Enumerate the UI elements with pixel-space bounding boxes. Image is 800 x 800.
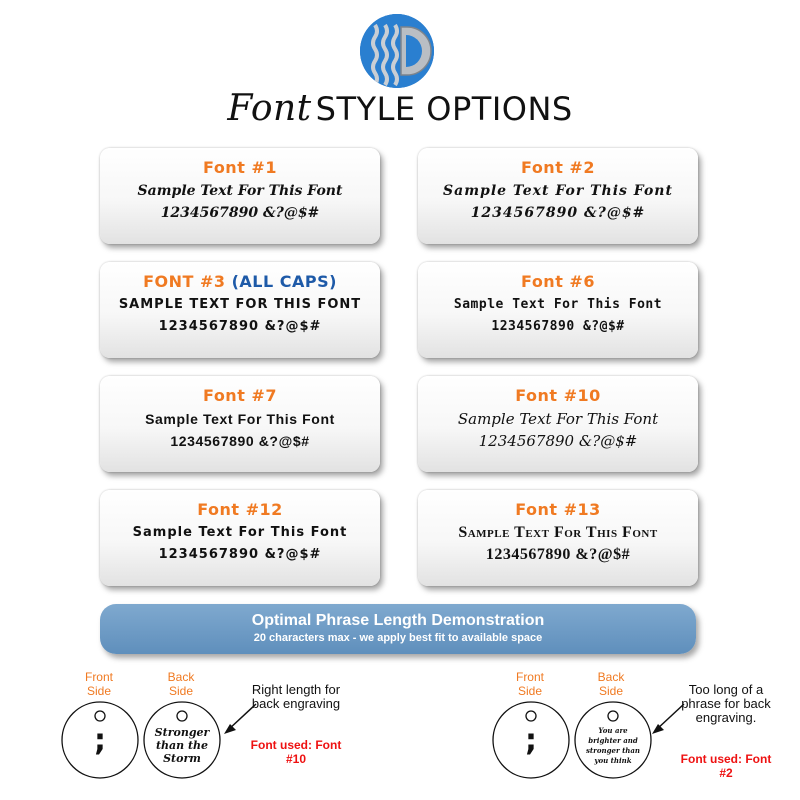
- font-used-note: Font used: Font #2: [680, 752, 772, 780]
- font-heading: Font #2: [521, 158, 595, 177]
- title-script-word: Font: [227, 88, 312, 129]
- right-length-note: Right length for back engraving: [251, 682, 341, 711]
- font-sample-text: Sample Text For This Font: [443, 183, 673, 199]
- font-heading: Font #1: [203, 158, 277, 177]
- font-card-12[interactable]: [100, 490, 380, 586]
- font-heading: Font #13: [515, 500, 601, 519]
- font-heading: Font #10: [515, 386, 601, 405]
- back-engraving-text: You are brighter and stronger than you think: [585, 726, 641, 765]
- font-sample-text: SAMPLE TEXT FOR THIS FONT: [118, 297, 362, 312]
- font-sample-numbers: 1234567890 &?@$#: [491, 319, 625, 334]
- font-heading: Font #6: [521, 272, 595, 291]
- all-caps-note: (ALL CAPS): [231, 272, 337, 291]
- font-sample-numbers: 1234567890 &?@$#: [160, 205, 320, 221]
- semicolon-glyph: ;: [94, 723, 106, 758]
- phrase-length-banner: [100, 604, 696, 654]
- font-used-note: Font used: Font #10: [250, 738, 342, 766]
- font-sample-text: Sample Text For This Font: [145, 411, 335, 427]
- font-heading: [100, 272, 380, 292]
- waves-d-logo-icon: [359, 13, 435, 89]
- font-sample-numbers: 1234567890 &?@$#: [158, 319, 322, 334]
- title-rest: STYLE OPTIONS: [315, 90, 573, 128]
- font-card-1[interactable]: [100, 148, 380, 244]
- font-card-13[interactable]: [418, 490, 698, 586]
- font-card-10[interactable]: [418, 376, 698, 472]
- font-sample-text: Sample Text For This Font: [137, 183, 343, 199]
- semicolon-glyph: ;: [525, 723, 537, 758]
- back-side-label: Back Side: [167, 670, 195, 698]
- back-engraving-text: Stronger than the Storm: [154, 726, 210, 765]
- banner-title: Optimal Phrase Length Demonstration: [251, 612, 545, 629]
- font-heading: Font #7: [203, 386, 277, 405]
- font-sample-numbers: 1234567890 &?@$#: [470, 205, 646, 221]
- font-sample-numbers: 1234567890 &?@$#: [158, 547, 322, 562]
- front-side-label: Front Side: [515, 670, 544, 698]
- font-card-6[interactable]: [418, 262, 698, 358]
- font-sample-text: Sample Text For This Font: [458, 524, 658, 541]
- font-card-3[interactable]: [100, 262, 380, 358]
- font-sample-text: Sample Text For This Font: [132, 525, 348, 540]
- banner-subtitle: 20 characters max - we apply best fit to available space: [253, 632, 543, 644]
- font-heading: Font #12: [197, 500, 283, 519]
- front-side-label: Front Side: [84, 670, 113, 698]
- font-card-2[interactable]: [418, 148, 698, 244]
- too-long-note: Too long of a phrase for back engraving.: [681, 682, 771, 725]
- back-side-label: Back Side: [597, 670, 625, 698]
- font-sample-numbers: 1234567890 &?@$#: [478, 432, 638, 450]
- font-sample-text: Sample Text For This Font: [457, 410, 659, 428]
- font-sample-numbers: 1234567890 &?@$#: [485, 546, 631, 563]
- font-card-7[interactable]: [100, 376, 380, 472]
- font-sample-numbers: 1234567890 &?@$#: [170, 433, 310, 449]
- font-heading-number: FONT #3: [143, 272, 226, 291]
- page-title: [0, 88, 800, 129]
- font-sample-text: Sample Text For This Font: [453, 297, 663, 312]
